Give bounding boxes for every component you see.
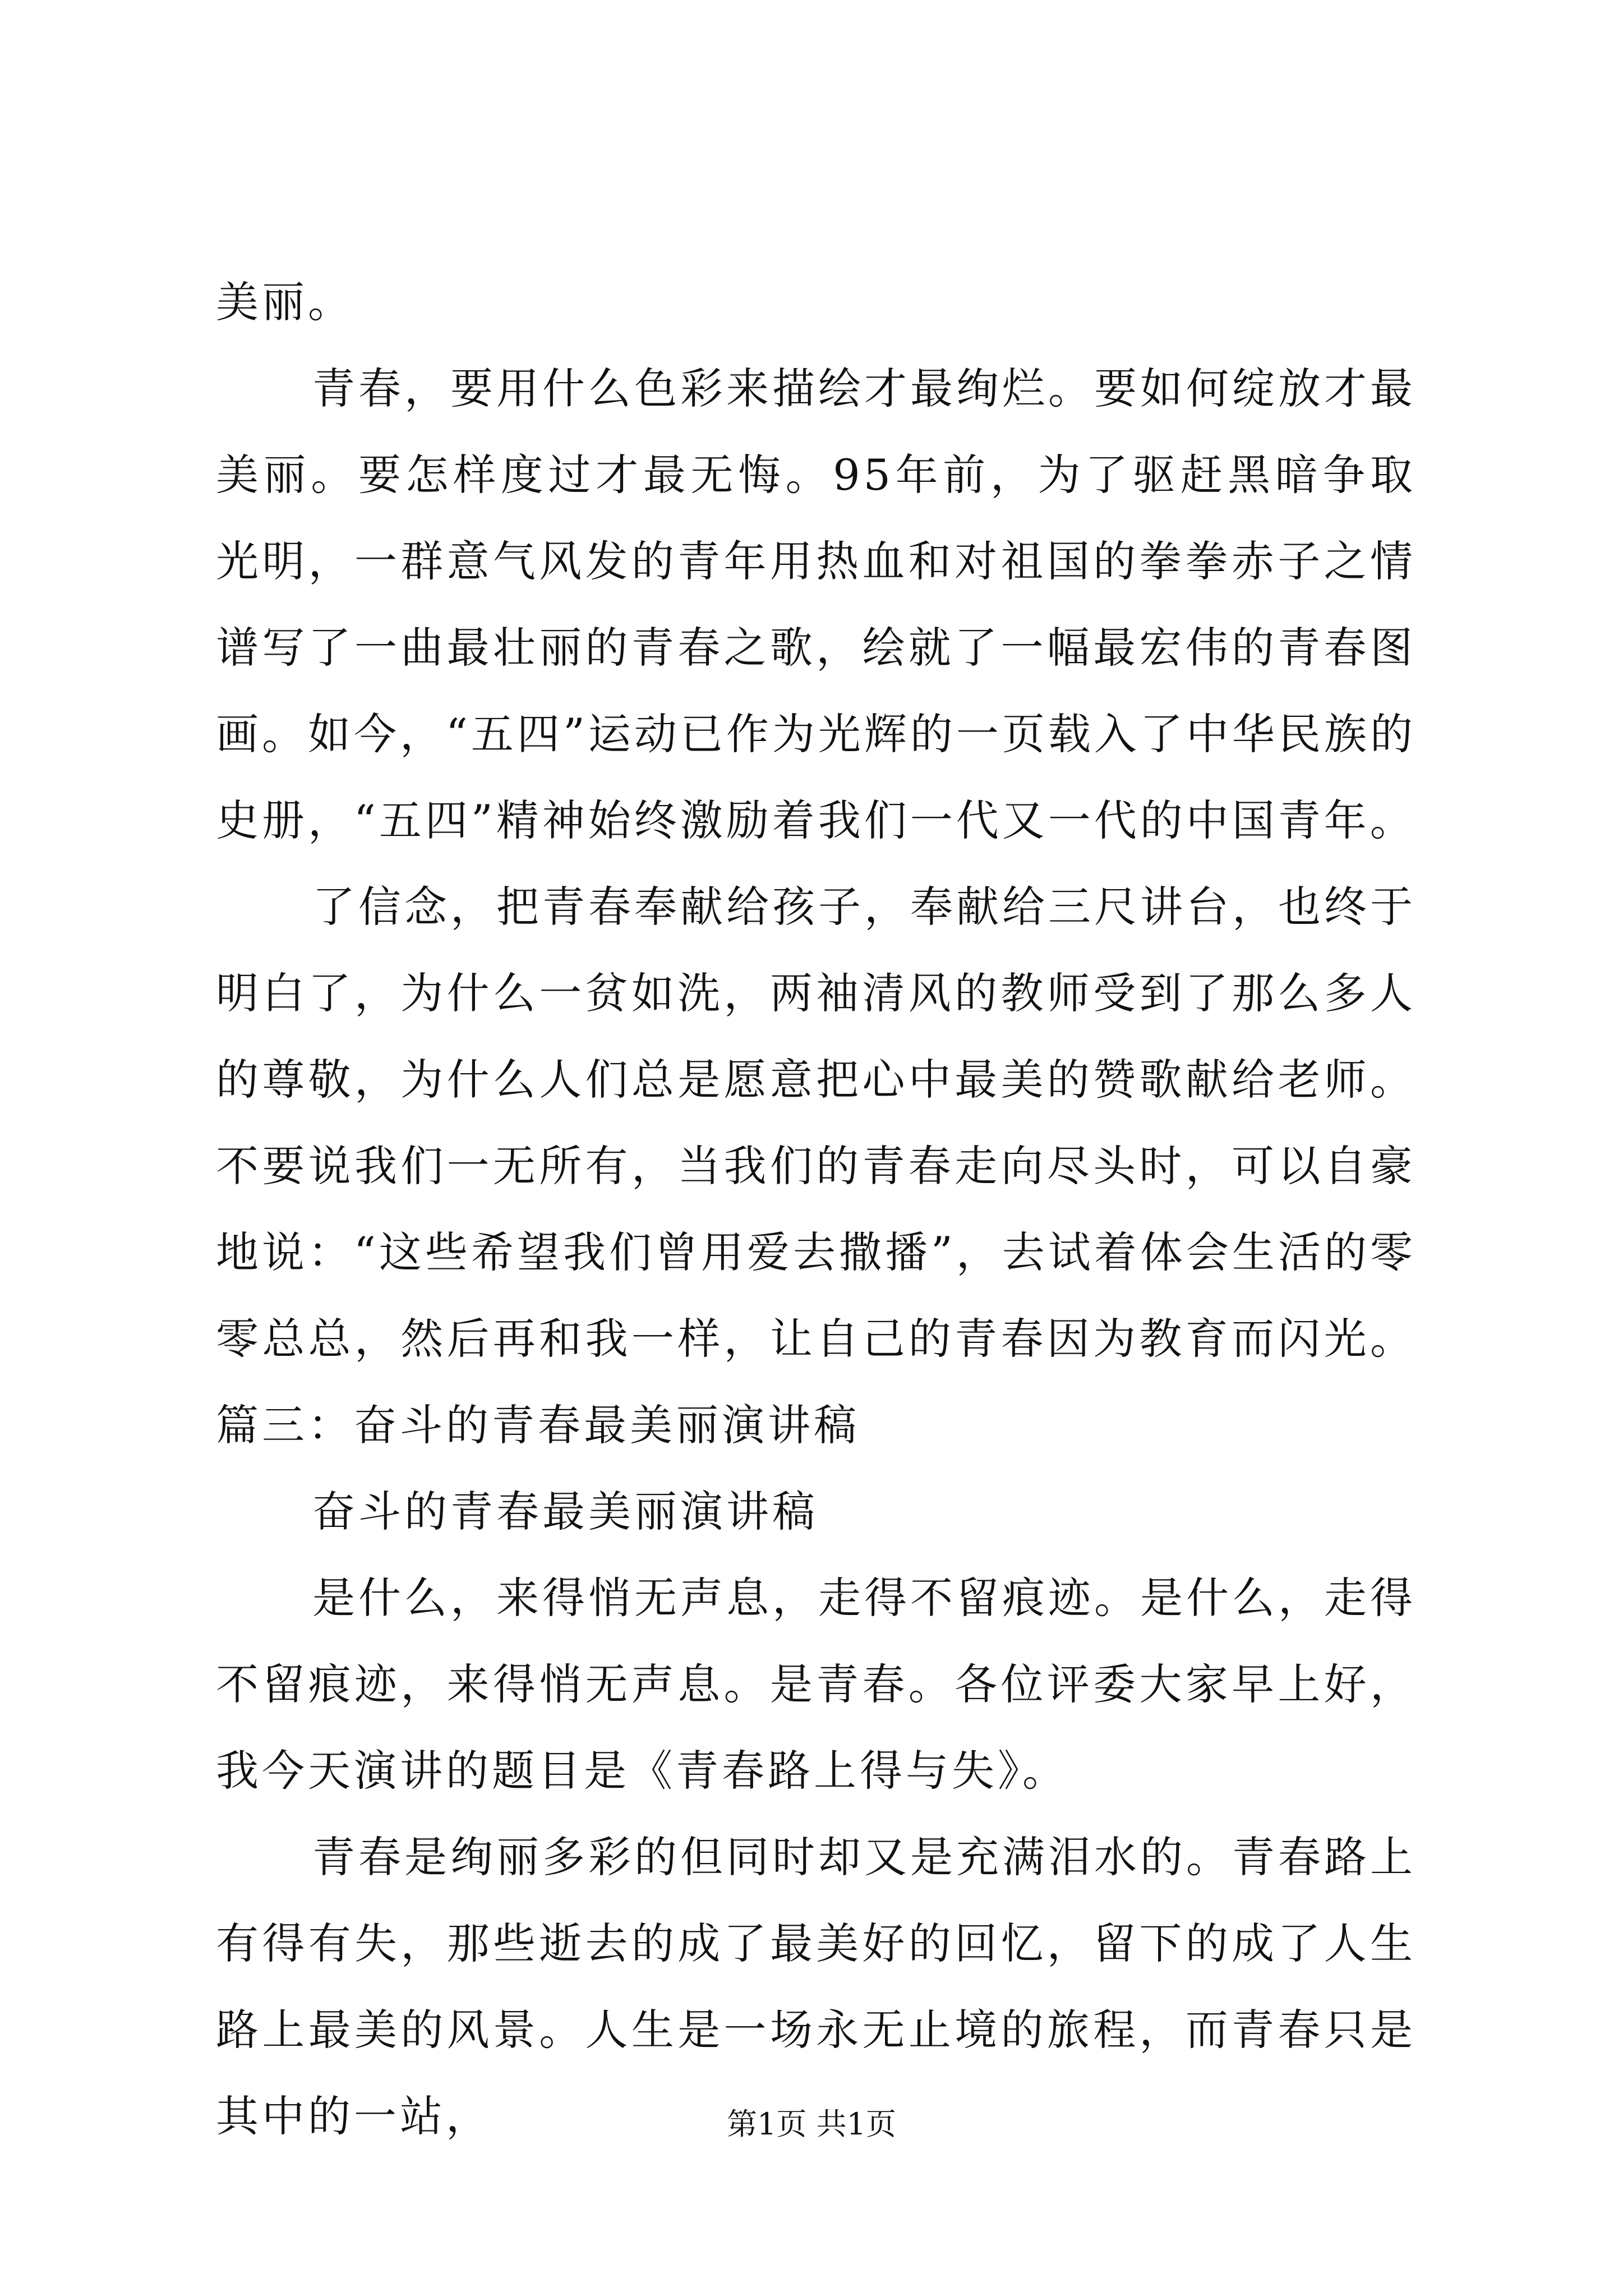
- paragraph: 青春，要用什么色彩来描绘才最绚烂。要如何绽放才最美丽。要怎样度过才最无悔。95年前，为了驱赶黑暗争取光明，一群意气风发的青年用热血和对祖国的拳拳赤子之情谱写了一曲最壮丽的青春之歌，绘就了一幅最宏伟的青春图画。如今，“五四”运动已作为光辉的一页载入了中华民族的史册，“五四”精神始终激励着我们一代又一代的中国青年。: [216, 364, 1416, 845]
- page-footer: 第1页 共1页: [727, 2106, 896, 2142]
- paragraph-continuation: 美丽。: [216, 277, 354, 327]
- document-body: [216, 259, 1416, 2160]
- paragraph: 是什么，来得悄无声息，走得不留痕迹。是什么，走得不留痕迹，来得悄无声息。是青春。各位评委大家早上好，我今天演讲的题目是《青春路上得与失》。: [216, 1573, 1416, 1796]
- paragraph: 了信念，把青春奉献给孩子，奉献给三尺讲台，也终于明白了，为什么一贫如洗，两袖清风的教师受到了那么多人的尊敬，为什么人们总是愿意把心中最美的赞歌献给老师。不要说我们一无所有，当我们的青春走向尽头时，可以自豪地说：“这些希望我们曾用爱去撒播”，去试着体会生活的零零总总，然后再和我一样，让自己的青春因为教育而闪光。篇三：奋斗的青春最美丽演讲稿: [216, 882, 1416, 1450]
- section-heading: 奋斗的青春最美丽演讲稿: [312, 1487, 818, 1536]
- paragraph: 青春是绚丽多彩的但同时却又是充满泪水的。青春路上有得有失，那些逝去的成了最美好的回忆，留下的成了人生路上最美的风景。人生是一场永无止境的旅程，而青春只是其中的一站，: [216, 1832, 1416, 2141]
